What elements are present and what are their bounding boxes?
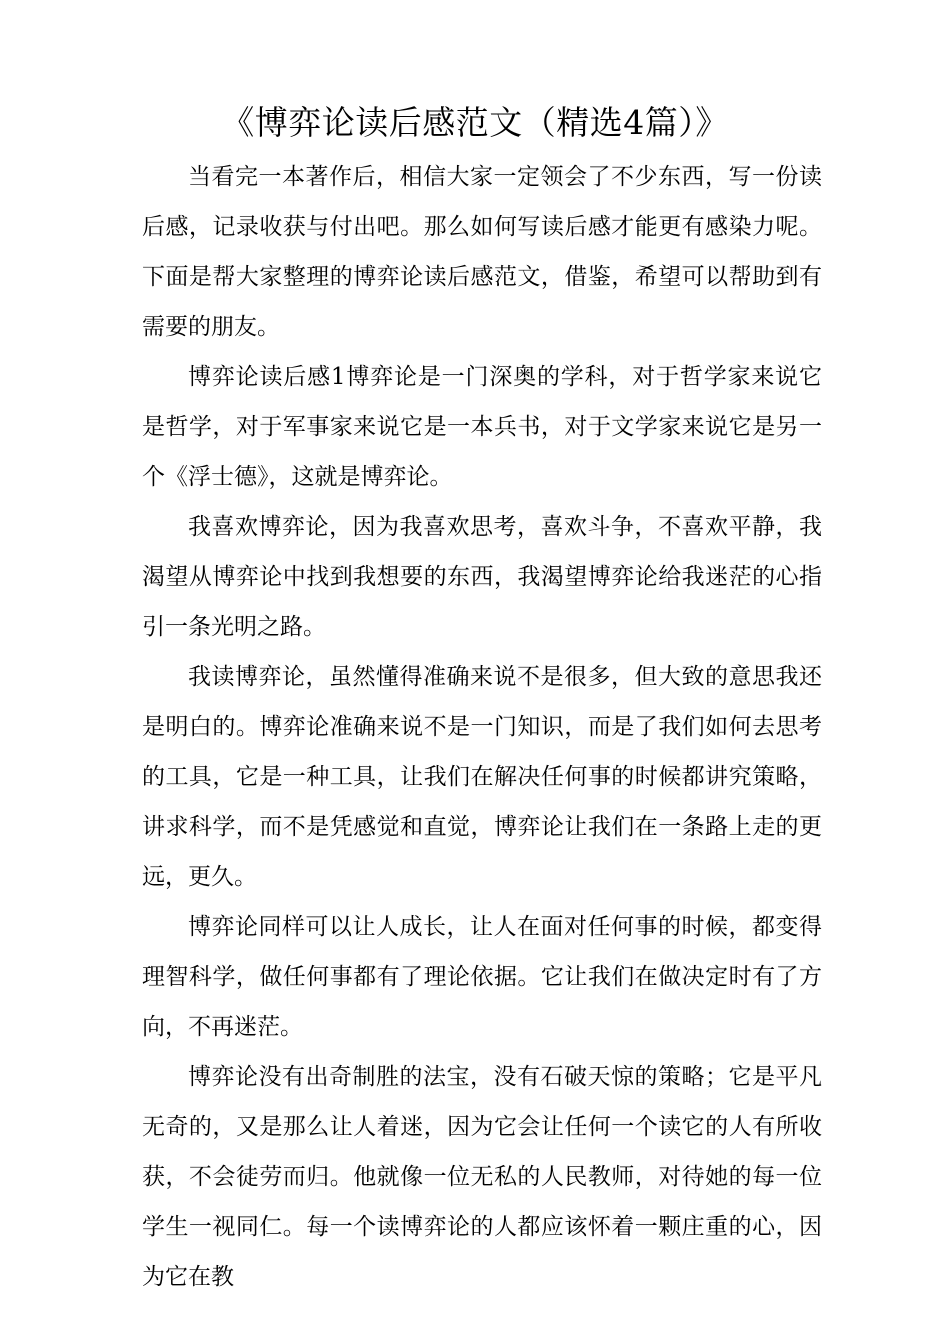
paragraph-1: 博弈论读后感1博弈论是一门深奥的学科，对于哲学家来说它是哲学，对于军事家来说它是一本兵书，对于文学家来说它是另一个《浮士德》，这就是博弈论。 xyxy=(142,364,822,490)
paragraph-3: 我读博弈论，虽然懂得准确来说不是很多，但大致的意思我还是明白的。博弈论准确来说不是一门知识，而是了我们如何去思考的工具，它是一种工具，让我们在解决任何事的时候都讲究策略，讲求科学，而不是凭感觉和直觉，博弈论让我们在一条路上走的更远，更久。 xyxy=(142,664,822,890)
document-title: 《博弈论读后感范文（精选4篇）》 xyxy=(221,103,729,142)
paragraph-5: 博弈论没有出奇制胜的法宝，没有石破天惊的策略；它是平凡无奇的，又是那么让人着迷，因为它会让任何一个读它的人有所收获，不会徒劳而归。他就像一位无私的人民教师，对待她的每一位学生一视同仁。每一个读博弈论的人都应该怀着一颗庄重的心，因为它在教 xyxy=(142,1064,822,1290)
paragraph-intro: 当看完一本著作后，相信大家一定领会了不少东西，写一份读后感，记录收获与付出吧。那么如何写读后感才能更有感染力呢。下面是帮大家整理的博弈论读后感范文，借鉴，希望可以帮助到有需要的朋友。 xyxy=(142,164,822,340)
paragraph-2: 我喜欢博弈论，因为我喜欢思考，喜欢斗争，不喜欢平静，我渴望从博弈论中找到我想要的东西，我渴望博弈论给我迷茫的心指引一条光明之路。 xyxy=(142,514,822,640)
paragraph-4: 博弈论同样可以让人成长，让人在面对任何事的时候，都变得理智科学，做任何事都有了理论依据。它让我们在做决定时有了方向，不再迷茫。 xyxy=(142,914,822,1040)
document-body xyxy=(142,152,822,1302)
